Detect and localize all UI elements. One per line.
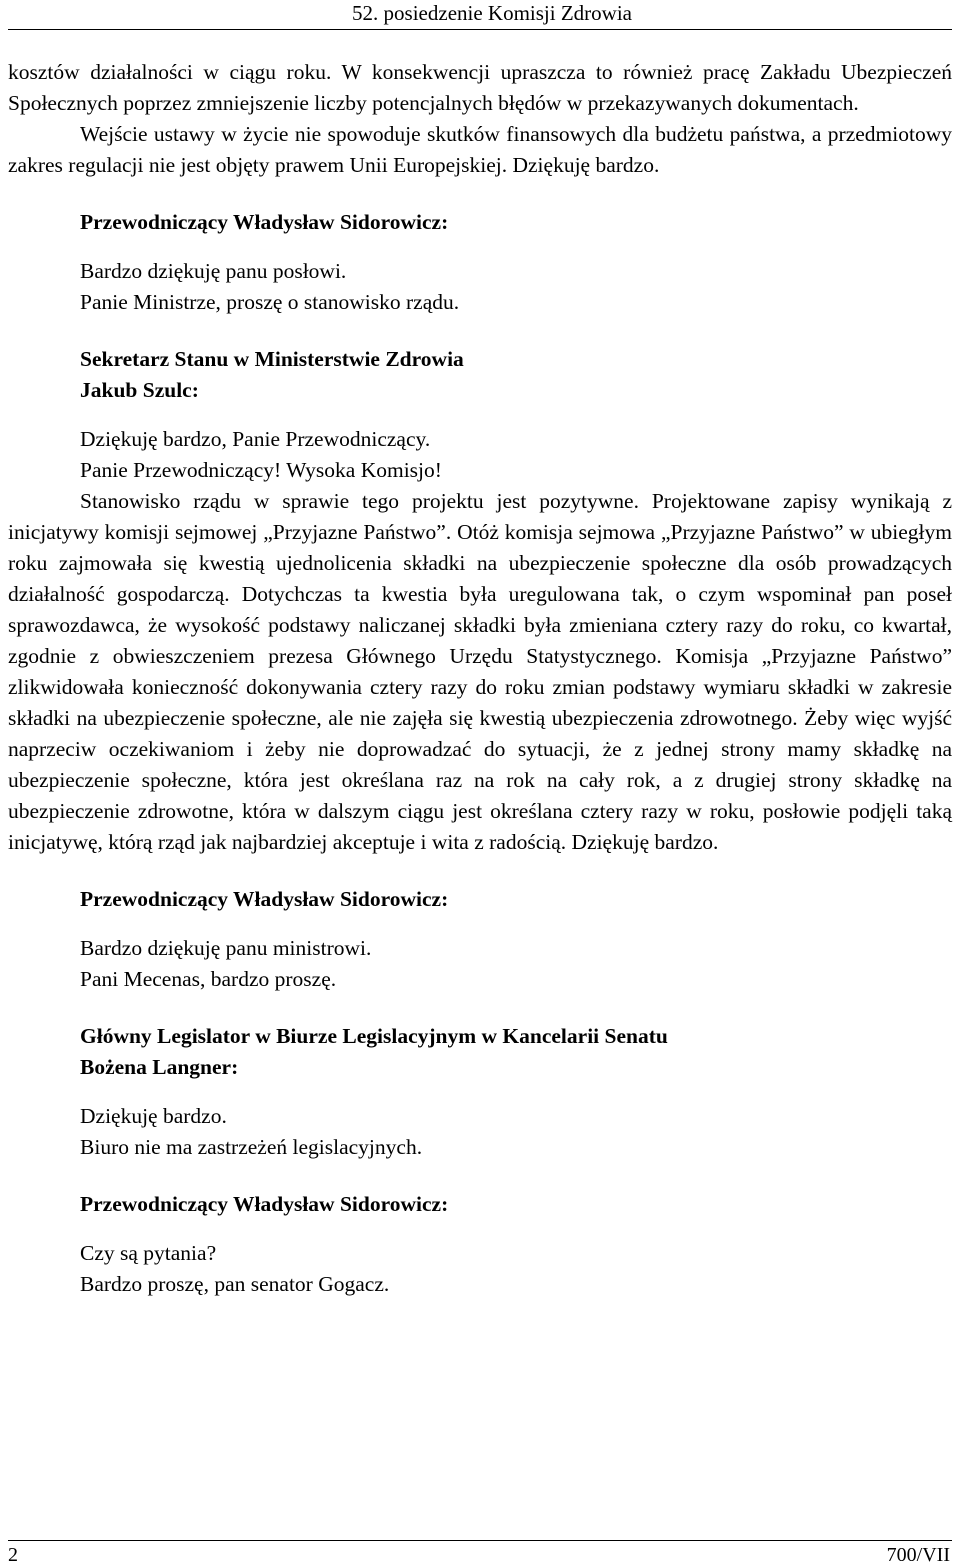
paragraph: Stanowisko rządu w sprawie tego projektu jest pozytywne. Projektowane zapisy wynikają z inicjatywy komisji sejmowej „Przyjazne Państwo”. Otóż komisja sejmowa „Przyjazne Państwo” w ubiegłym roku zajmowała się kwestią ujednolicenia składki na ubezpieczenie społeczne dla osób prowadzących działalność gospodarczą. Dotychczas ta kwestia była uregulowana tak, o czym wspominał pan poseł sprawozdawca, że wysokość podstawy naliczanej składki była zmieniana cztery razy do roku, co kwartał, zgodnie z obwieszczeniem prezesa Głównego Urzędu Statystycznego. Komisja „Przyjazne Państwo” zlikwidowała konieczność dokonywania cztery razy do roku zmian podstawy wymiaru składki w zakresie składki na ubezpieczenie społeczne, ale nie zajęła się kwestią ubezpieczenia zdrowotnego. Żeby więc wyjść naprzeciw oczekiwaniom i żeby nie doprowadzać do sytuacji, że z jednej strony mamy składkę na ubezpieczenie społeczne, która jest określana raz na rok na cały rok, a z drugiej strony składkę na ubezpieczenie zdrowotne, która w dalszym ciągu jest określana cztery razy w roku, posłowie podjęli taką inicjatywę, którą rząd jak najbardziej akceptuje i wita z radością. Dziękuję bardzo.	[8, 489, 952, 854]
speaker-heading: Główny Legislator w Biurze Legislacyjnym w Kancelarii Senatu	[80, 1024, 668, 1048]
speech-line: Dziękuję bardzo, Panie Przewodniczący.	[80, 427, 431, 451]
running-header	[8, 0, 952, 30]
speech-line: Czy są pytania?	[80, 1241, 217, 1265]
speech-line: Panie Przewodniczący! Wysoka Komisjo!	[80, 458, 442, 482]
speech-line: Dziękuję bardzo.	[80, 1104, 227, 1128]
running-footer	[8, 1540, 952, 1566]
speaker-name: Jakub Szulc:	[80, 378, 199, 402]
document-id: 700/VII	[886, 1544, 950, 1566]
speech-line: Pani Mecenas, bardzo proszę.	[80, 967, 337, 991]
page-number: 2	[8, 1544, 18, 1566]
speech-line: Bardzo proszę, pan senator Gogacz.	[80, 1272, 390, 1296]
speech-line: Biuro nie ma zastrzeżeń legislacyjnych.	[80, 1135, 423, 1159]
speech-line: Bardzo dziękuję panu ministrowi.	[80, 936, 372, 960]
speaker-heading: Sekretarz Stanu w Ministerstwie Zdrowia	[80, 347, 464, 371]
document-body	[8, 57, 952, 1300]
paragraph: kosztów działalności w ciągu roku. W konsekwencji upraszcza to również pracę Zakładu Ubezpieczeń Społecznych poprzez zmniejszenie liczby potencjalnych błędów w przekazywanych dokumentach.	[8, 60, 952, 115]
speaker-name: Bożena Langner:	[80, 1055, 239, 1079]
header-title: 52. posiedzenie Komisji Zdrowia	[352, 1, 632, 25]
speaker-heading: Przewodniczący Władysław Sidorowicz:	[80, 1192, 449, 1216]
speech-line: Panie Ministrze, proszę o stanowisko rządu.	[80, 290, 460, 314]
speaker-heading: Przewodniczący Władysław Sidorowicz:	[80, 210, 449, 234]
speaker-heading: Przewodniczący Władysław Sidorowicz:	[80, 887, 449, 911]
speech-line: Bardzo dziękuję panu posłowi.	[80, 259, 347, 283]
paragraph: Wejście ustawy w życie nie spowoduje skutków finansowych dla budżetu państwa, a przedmiotowy zakres regulacji nie jest objęty prawem Unii Europejskiej. Dziękuję bardzo.	[8, 122, 952, 177]
